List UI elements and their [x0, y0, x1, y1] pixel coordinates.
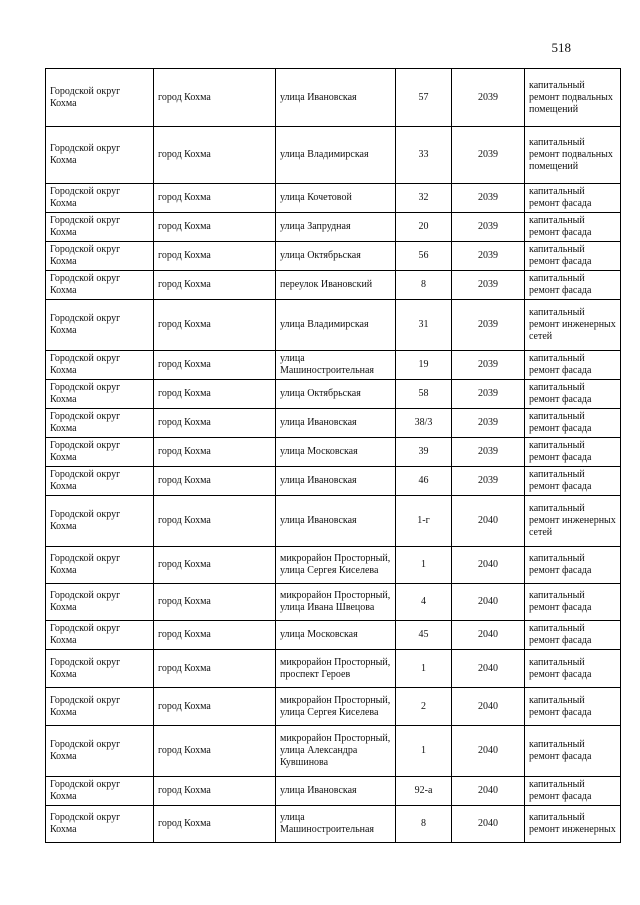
table-row: [46, 777, 621, 806]
town-cell: город Кохма: [154, 621, 276, 650]
street-cell: переулок Ивановский: [276, 271, 396, 300]
table-row: [46, 351, 621, 380]
table-row: [46, 380, 621, 409]
house-number-cell: 45: [396, 621, 452, 650]
year-cell: 2039: [452, 409, 525, 438]
town-cell: город Кохма: [154, 271, 276, 300]
repair-schedule-table: [45, 68, 621, 843]
house-number-cell: 1-г: [396, 496, 452, 547]
work-type-cell: капитальный ремонт фасада: [525, 650, 621, 688]
house-number-cell: 19: [396, 351, 452, 380]
street-cell: улица Машиностроительная: [276, 351, 396, 380]
house-number-cell: 46: [396, 467, 452, 496]
year-cell: 2039: [452, 69, 525, 127]
street-cell: улица Ивановская: [276, 496, 396, 547]
district-cell: Городской округ Кохма: [46, 69, 154, 127]
work-type-cell: капитальный ремонт фасада: [525, 351, 621, 380]
street-cell: улица Машиностроительная: [276, 806, 396, 843]
town-cell: город Кохма: [154, 467, 276, 496]
town-cell: город Кохма: [154, 650, 276, 688]
work-type-cell: капитальный ремонт фасада: [525, 547, 621, 584]
work-type-cell: капитальный ремонт подвальных помещений: [525, 127, 621, 184]
work-type-cell: капитальный ремонт фасада: [525, 688, 621, 726]
year-cell: 2040: [452, 621, 525, 650]
district-cell: Городской округ Кохма: [46, 351, 154, 380]
work-type-cell: капитальный ремонт фасада: [525, 213, 621, 242]
table-row: [46, 69, 621, 127]
year-cell: 2040: [452, 726, 525, 777]
table-row: [46, 438, 621, 467]
town-cell: город Кохма: [154, 726, 276, 777]
house-number-cell: 31: [396, 300, 452, 351]
house-number-cell: 39: [396, 438, 452, 467]
year-cell: 2039: [452, 300, 525, 351]
town-cell: город Кохма: [154, 496, 276, 547]
table-row: [46, 127, 621, 184]
year-cell: 2039: [452, 351, 525, 380]
district-cell: Городской округ Кохма: [46, 242, 154, 271]
district-cell: Городской округ Кохма: [46, 127, 154, 184]
year-cell: 2039: [452, 127, 525, 184]
year-cell: 2040: [452, 777, 525, 806]
street-cell: микрорайон Просторный, улица Ивана Швецова: [276, 584, 396, 621]
table-row: [46, 409, 621, 438]
town-cell: город Кохма: [154, 213, 276, 242]
town-cell: город Кохма: [154, 300, 276, 351]
house-number-cell: 56: [396, 242, 452, 271]
house-number-cell: 8: [396, 271, 452, 300]
table-row: [46, 496, 621, 547]
table-row: [46, 547, 621, 584]
work-type-cell: капитальный ремонт фасада: [525, 467, 621, 496]
town-cell: город Кохма: [154, 242, 276, 271]
street-cell: улица Октябрьская: [276, 242, 396, 271]
work-type-cell: капитальный ремонт инженерных: [525, 806, 621, 843]
street-cell: улица Запрудная: [276, 213, 396, 242]
district-cell: Городской округ Кохма: [46, 806, 154, 843]
street-cell: улица Московская: [276, 621, 396, 650]
work-type-cell: капитальный ремонт фасада: [525, 271, 621, 300]
district-cell: Городской округ Кохма: [46, 621, 154, 650]
work-type-cell: капитальный ремонт фасада: [525, 438, 621, 467]
district-cell: Городской округ Кохма: [46, 688, 154, 726]
house-number-cell: 8: [396, 806, 452, 843]
work-type-cell: капитальный ремонт фасада: [525, 380, 621, 409]
table-row: [46, 184, 621, 213]
street-cell: улица Ивановская: [276, 467, 396, 496]
table-row: [46, 213, 621, 242]
town-cell: город Кохма: [154, 806, 276, 843]
town-cell: город Кохма: [154, 438, 276, 467]
town-cell: город Кохма: [154, 184, 276, 213]
house-number-cell: 1: [396, 726, 452, 777]
table-row: [46, 242, 621, 271]
street-cell: улица Владимирская: [276, 127, 396, 184]
house-number-cell: 38/3: [396, 409, 452, 438]
street-cell: микрорайон Просторный, улица Сергея Киселева: [276, 547, 396, 584]
district-cell: Городской округ Кохма: [46, 300, 154, 351]
year-cell: 2039: [452, 184, 525, 213]
district-cell: Городской округ Кохма: [46, 213, 154, 242]
table-row: [46, 467, 621, 496]
district-cell: Городской округ Кохма: [46, 496, 154, 547]
district-cell: Городской округ Кохма: [46, 584, 154, 621]
work-type-cell: капитальный ремонт фасада: [525, 242, 621, 271]
town-cell: город Кохма: [154, 688, 276, 726]
table-row: [46, 806, 621, 843]
town-cell: город Кохма: [154, 69, 276, 127]
town-cell: город Кохма: [154, 777, 276, 806]
table-row: [46, 300, 621, 351]
district-cell: Городской округ Кохма: [46, 409, 154, 438]
work-type-cell: капитальный ремонт фасада: [525, 184, 621, 213]
year-cell: 2039: [452, 380, 525, 409]
year-cell: 2039: [452, 467, 525, 496]
town-cell: город Кохма: [154, 127, 276, 184]
district-cell: Городской округ Кохма: [46, 184, 154, 213]
district-cell: Городской округ Кохма: [46, 777, 154, 806]
street-cell: улица Владимирская: [276, 300, 396, 351]
year-cell: 2040: [452, 650, 525, 688]
table-row: [46, 271, 621, 300]
house-number-cell: 57: [396, 69, 452, 127]
year-cell: 2040: [452, 547, 525, 584]
year-cell: 2039: [452, 438, 525, 467]
work-type-cell: капитальный ремонт фасада: [525, 777, 621, 806]
table-row: [46, 650, 621, 688]
house-number-cell: 1: [396, 650, 452, 688]
street-cell: улица Ивановская: [276, 409, 396, 438]
table-row: [46, 726, 621, 777]
town-cell: город Кохма: [154, 409, 276, 438]
house-number-cell: 4: [396, 584, 452, 621]
street-cell: улица Кочетовой: [276, 184, 396, 213]
work-type-cell: капитальный ремонт подвальных помещений: [525, 69, 621, 127]
year-cell: 2039: [452, 242, 525, 271]
work-type-cell: капитальный ремонт фасада: [525, 621, 621, 650]
district-cell: Городской округ Кохма: [46, 271, 154, 300]
town-cell: город Кохма: [154, 351, 276, 380]
street-cell: улица Ивановская: [276, 777, 396, 806]
table-row: [46, 688, 621, 726]
street-cell: микрорайон Просторный, проспект Героев: [276, 650, 396, 688]
district-cell: Городской округ Кохма: [46, 380, 154, 409]
street-cell: микрорайон Просторный, улица Сергея Киселева: [276, 688, 396, 726]
district-cell: Городской округ Кохма: [46, 547, 154, 584]
street-cell: улица Ивановская: [276, 69, 396, 127]
house-number-cell: 20: [396, 213, 452, 242]
work-type-cell: капитальный ремонт фасада: [525, 584, 621, 621]
house-number-cell: 92-а: [396, 777, 452, 806]
work-type-cell: капитальный ремонт фасада: [525, 409, 621, 438]
year-cell: 2039: [452, 213, 525, 242]
district-cell: Городской округ Кохма: [46, 467, 154, 496]
street-cell: улица Московская: [276, 438, 396, 467]
town-cell: город Кохма: [154, 380, 276, 409]
work-type-cell: капитальный ремонт фасада: [525, 726, 621, 777]
year-cell: 2039: [452, 271, 525, 300]
work-type-cell: капитальный ремонт инженерных сетей: [525, 300, 621, 351]
district-cell: Городской округ Кохма: [46, 726, 154, 777]
year-cell: 2040: [452, 806, 525, 843]
year-cell: 2040: [452, 688, 525, 726]
house-number-cell: 2: [396, 688, 452, 726]
table-row: [46, 584, 621, 621]
house-number-cell: 32: [396, 184, 452, 213]
year-cell: 2040: [452, 584, 525, 621]
house-number-cell: 1: [396, 547, 452, 584]
street-cell: улица Октябрьская: [276, 380, 396, 409]
district-cell: Городской округ Кохма: [46, 650, 154, 688]
house-number-cell: 33: [396, 127, 452, 184]
work-type-cell: капитальный ремонт инженерных сетей: [525, 496, 621, 547]
year-cell: 2040: [452, 496, 525, 547]
street-cell: микрорайон Просторный, улица Александра Кувшинова: [276, 726, 396, 777]
table-body: [46, 69, 621, 843]
table-row: [46, 621, 621, 650]
house-number-cell: 58: [396, 380, 452, 409]
page-number: 518: [551, 40, 571, 55]
town-cell: город Кохма: [154, 584, 276, 621]
town-cell: город Кохма: [154, 547, 276, 584]
district-cell: Городской округ Кохма: [46, 438, 154, 467]
